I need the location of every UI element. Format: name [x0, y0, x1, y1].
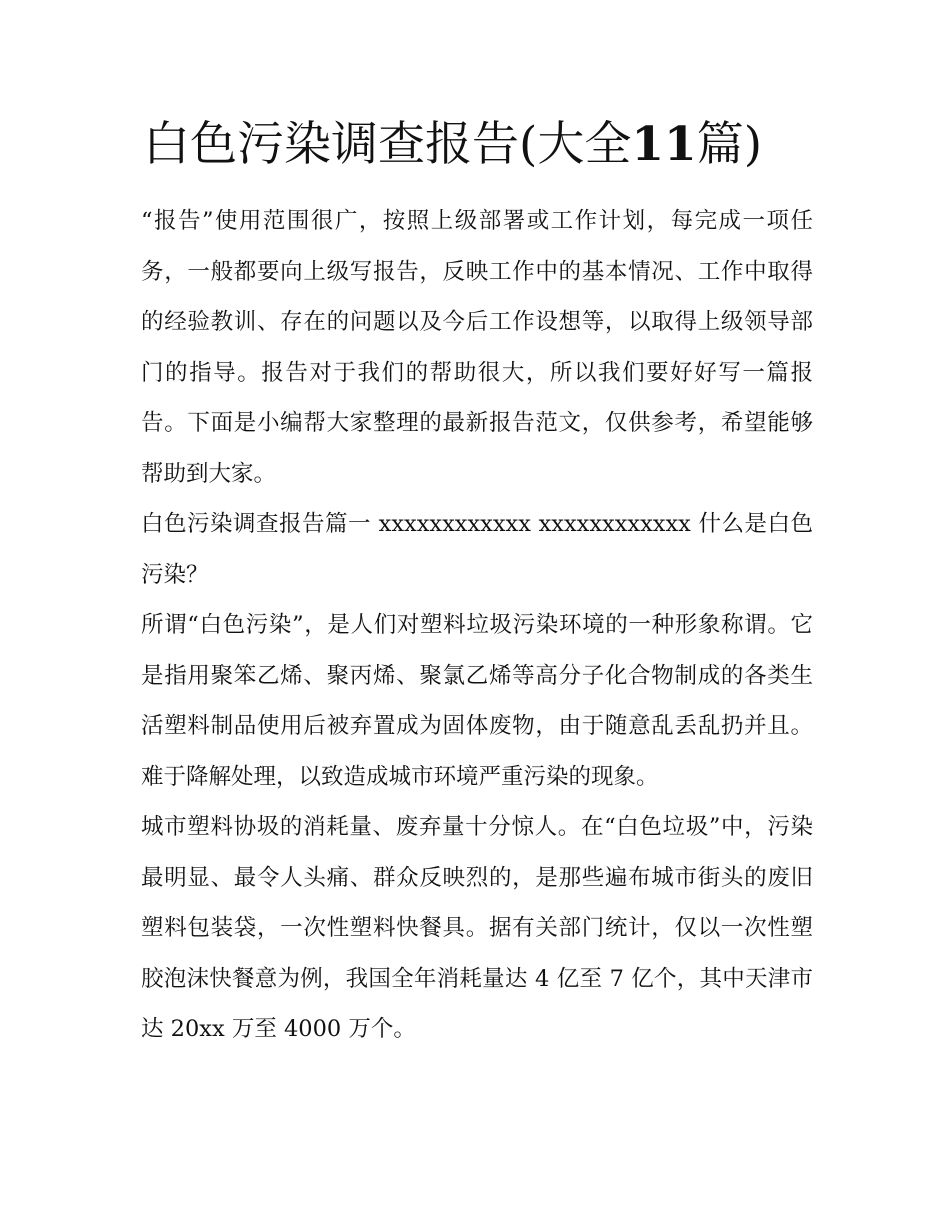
document-body	[141, 196, 813, 1055]
title-number: 11	[631, 117, 697, 172]
title-main-text: 白色污染调查报告(大全	[143, 117, 632, 172]
section-heading-paragraph: 白色污染调查报告篇一 xxxxxxxxxxxx xxxxxxxxxxxx 什么是白色污染？	[141, 511, 813, 588]
definition-paragraph: 所谓“白色污染”，是人们对塑料垃圾污染环境的一种形象称谓。它是指用聚笨乙烯、聚丙烯、聚氯乙烯等高分子化合物制成的各类生活塑料制品使用后被弃置成为固体废物，由于随意乱丢乱扔并且。难于降解处理，以致造成城市环境严重污染的现象。	[141, 612, 813, 790]
title-tail-text: 篇)	[696, 117, 763, 172]
intro-paragraph: “报告”使用范围很广，按照上级部署或工作计划，每完成一项任务，一般都要向上级写报告，反映工作中的基本情况、工作中取得的经验教训、存在的问题以及今后工作设想等，以取得上级领导部门的指导。报告对于我们的帮助很大，所以我们要好好写一篇报告。下面是小编帮大家整理的最新报告范文，仅供参考，希望能够帮助到大家。	[141, 208, 813, 487]
statistics-paragraph: 城市塑料协圾的消耗量、废弃量十分惊人。在“白色垃圾”中，污染最明显、最令人头痛、群众反映烈的，是那些遍布城市街头的废旧塑料包装袋，一次性塑料快餐具。据有关部门统计，仅以一次性塑胶泡沫快餐意为例，我国全年消耗量达 4 亿至 7 亿个，其中天津市达 20xx 万至 4000 万个。	[141, 814, 813, 1042]
document-title	[143, 112, 823, 178]
